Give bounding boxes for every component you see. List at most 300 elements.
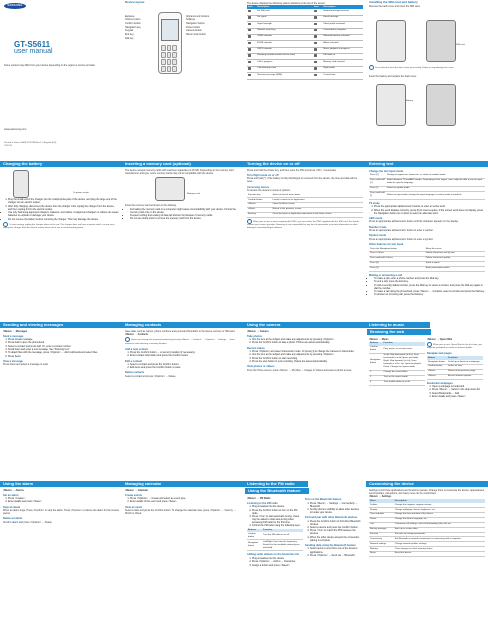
sim-step-2: Insert the battery and replace the back cover.	[369, 74, 417, 78]
list-item: 4. When the other device accepts the connection, pairing is complete.	[310, 536, 361, 542]
table-cell: No signal	[256, 15, 313, 21]
table-cell: Scroll up or down on a webpage.	[447, 360, 483, 364]
table-cell: Signal strength	[256, 22, 313, 28]
table-cell: Confirm button	[247, 532, 262, 539]
list-item: 1. Select a contact and press the Confirm button.	[130, 363, 241, 366]
col-header: Buttons	[369, 342, 383, 346]
callout: Confirm button	[125, 21, 141, 25]
table-cell: Flight mode	[322, 66, 363, 72]
table-cell: Confirm button	[369, 346, 383, 353]
table-cell: Silent profile activated	[322, 22, 363, 28]
table-cell: Set Bluetooth or network connections to connecting with a computer.	[394, 537, 485, 542]
status-icon	[248, 35, 251, 38]
calendar-heading: Managing calendar	[122, 481, 244, 487]
abc-text: Press an appropriate alphanumeric button until the character appears on the display.	[369, 220, 459, 224]
table-row	[247, 73, 363, 79]
table-cell: Select or launch menu items	[272, 193, 363, 197]
status-icon	[314, 48, 317, 51]
status-icon	[314, 67, 317, 70]
battery-label: Battery	[406, 100, 413, 102]
table-row	[247, 212, 363, 217]
messages-path: <Menu> → Messages	[3, 329, 28, 333]
col-header: Function	[383, 342, 425, 346]
send-subheading: Send a message	[3, 334, 24, 338]
messages-panel	[0, 322, 122, 480]
list-item: 1. Plug the small end of the charger into the multipurpose jack of the device, and plug the large end of the charger into an electric socket.	[8, 198, 119, 204]
status-icon	[248, 29, 251, 32]
table-cell: Press the Navigation button	[369, 247, 425, 251]
list-item: 4. Control the FM radio using the following keys:	[252, 524, 303, 527]
music-table	[369, 342, 425, 386]
table-cell: Close the menu or application and return to the home screen	[272, 212, 363, 217]
callout: Softkeys	[186, 18, 196, 22]
table-cell: Press <Clear>	[369, 252, 425, 257]
table-cell: Return to the previous screen.	[272, 207, 363, 212]
table-cell: Change network profiles settings.	[394, 542, 485, 547]
table-cell: Change the time and date of the device.	[394, 513, 485, 518]
alarm-heading: Using the alarm	[0, 481, 122, 487]
table-cell: Left/Right: Fine-tune the frequency; Search for the available station (press and hold).	[262, 540, 303, 551]
view-text: Press Inbox and select a message to read.	[3, 363, 49, 367]
turning-text: Press and hold the Power key, and then enter the PIN and press <OK>, if necessary.	[247, 168, 337, 172]
symbol-text: Press an appropriate alphanumeric button to enter a symbol.	[369, 237, 434, 241]
list-item: 3. Press <Yes> to start automatic tuning. Users may be asked to start auto-tuning when accessing FM radio for the first time.	[252, 515, 303, 524]
settings-table	[369, 499, 485, 557]
table-cell: Time and date	[369, 513, 394, 518]
table-cell: Network settings	[369, 542, 394, 547]
table-cell: Confirm button	[427, 364, 447, 369]
table-cell: Press [1]	[369, 266, 425, 271]
settings-path: <Menu> → Settings	[369, 495, 392, 499]
table-cell: Call diverting active	[256, 66, 313, 72]
table-row	[369, 178, 485, 186]
nav-subheading: Navigate web pages	[427, 352, 452, 356]
table-cell: Navigation button	[369, 353, 383, 370]
table-cell: Call	[369, 522, 394, 527]
table-cell: Security	[369, 532, 394, 537]
table-cell: Change the ringtone, ringtone volume.	[394, 503, 485, 507]
calendar-view-text: Select a date and press the Confirm button. To change the calendar view, press <Options> → View by → Month or Week.	[125, 509, 236, 516]
menus-subheading: Accessing menus	[247, 185, 270, 189]
sim-install-panel	[366, 0, 488, 160]
table-cell: Press and hold <Clear>	[369, 256, 425, 261]
callout: Dial key	[125, 36, 134, 40]
table-cell: EDGE network	[256, 41, 313, 47]
modes-table	[369, 174, 485, 200]
table-cell: New text message (SMS)	[256, 73, 313, 79]
table-row	[369, 380, 425, 385]
list-item: 1. Press <Options> → Create and select an event type.	[130, 497, 241, 500]
list-item: 1. Press <Create>.	[8, 497, 119, 500]
music-heading: Listening to music	[366, 322, 430, 328]
list-item: 2. After fully charging, disconnect the device from the charger. First unplug the charger from the device, and then unplug it from the electric socket.	[8, 205, 119, 211]
table-cell: Reset	[369, 552, 394, 557]
number-subheading: Number mode	[369, 225, 387, 229]
status-icon	[314, 16, 317, 19]
settings-heading: Customising the device	[366, 481, 488, 487]
table-cell: Connected to computer	[322, 28, 363, 34]
delete-subheading: Delete contacts	[125, 371, 145, 375]
table-cell: <Back>	[247, 207, 272, 212]
indicators-intro: The device displays the following status indicators at the top of the screen:	[247, 1, 326, 5]
table-cell: Turn on the repeat mode.	[383, 375, 425, 380]
table-cell: Press and hold [*]	[370, 192, 385, 198]
callout: Volume button	[125, 18, 141, 22]
table-cell: Delete characters quickly.	[425, 256, 485, 261]
video-subheading: Record videos	[247, 346, 265, 350]
table-cell: Bluetooth feature activated	[322, 34, 363, 40]
contacts-text: Save data, such as names, phone numbers and personal information to the device memory or SIM card.	[125, 329, 236, 333]
flight-subheading: Turn flight mode on or off	[247, 173, 279, 177]
list-item: • To make a call using the phonebook, press <Menu> → Contacts, select a contact and press the Dial key.	[374, 290, 485, 293]
list-item: 2. Press <Options> → Add to → Favourites.	[252, 560, 303, 563]
list-item: 1. Plug a headset into the device.	[252, 505, 303, 508]
status-icon	[314, 23, 317, 26]
status-icon	[248, 74, 251, 77]
table-cell: End key	[247, 212, 272, 217]
table-cell: GPRS network	[256, 34, 313, 40]
col-header: Icon	[313, 5, 322, 9]
table-cell: Set locks to change passwords.	[394, 532, 485, 537]
memory-card-label: Memory card	[187, 193, 200, 196]
contacts-panel	[122, 322, 244, 480]
list-item: • To end a call, press the End key.	[374, 280, 485, 283]
col-header: Function	[262, 529, 303, 533]
indicator-icon	[247, 73, 256, 79]
contacts-path: <Menu> → Contacts	[125, 333, 148, 337]
table-cell: Clear memory or check memory status.	[394, 547, 485, 552]
bookmark-subheading: Bookmark webpages	[427, 381, 453, 385]
table-cell: Customise call settings, auto call forwarding, fake call, etc.	[394, 522, 485, 527]
list-item: • Frequent writing and erasing of data will shorten the lifespan of memory cards.	[130, 214, 241, 217]
table-cell: Open the Menu screen	[272, 203, 363, 208]
listen-subheading: Listening to the FM radio	[247, 501, 278, 505]
col-header: Description	[256, 5, 313, 9]
radio-add-subheading: Adding radio stations to the favourites list	[247, 553, 300, 557]
table-cell: Play, pause, or resume music.	[383, 346, 425, 353]
table-cell: Return to the previous page.	[447, 369, 483, 374]
memory-card-panel	[122, 161, 244, 321]
list-item: 6. Press Send.	[8, 355, 119, 358]
cover-model: GT-S5611	[14, 40, 51, 49]
callout: Camera button	[186, 29, 202, 33]
call-subheading: Making or answering a call	[369, 273, 403, 277]
callout: Earpiece	[125, 14, 135, 18]
col-header: Menu	[369, 499, 394, 503]
table-row	[369, 346, 425, 353]
col-header: Function	[447, 356, 483, 360]
list-item: • To answer an incoming call, press the Dial key.	[374, 293, 485, 296]
web-heading: Browsing the web	[367, 329, 431, 335]
list-item: 1. Press the Confirm button to find other Bluetooth devices.	[310, 520, 361, 526]
list-item: 2. Aim the lens at the subject and make any adjustments by pressing <Options>.	[252, 353, 363, 356]
camera-heading: Using the camera	[244, 322, 366, 328]
callout: Power button	[186, 25, 201, 29]
table-cell: Change wallpaper, theme, brightness, etc.	[394, 508, 485, 513]
entering-heading: Entering text	[366, 161, 488, 167]
col-header: Buttons	[247, 529, 262, 533]
sim-note: Do not bend or twist the back cover excessively. Doing so may damage the cover.	[369, 65, 483, 70]
status-icon	[314, 35, 317, 38]
cover-panel	[0, 0, 122, 160]
settings-panel	[366, 481, 488, 640]
table-cell: Phone	[369, 517, 394, 522]
alarm-delete-text: Scroll to alarm and press <Options> → Delete.	[3, 521, 53, 525]
other-table	[369, 247, 485, 271]
table-row	[369, 191, 485, 199]
keys-table	[247, 193, 363, 217]
cover-subtitle: user manual	[14, 48, 53, 55]
web-path: <Menu> → Opera Mini	[427, 337, 453, 341]
table-cell: Backup manager	[369, 527, 394, 532]
indicator-icon	[313, 73, 322, 79]
set-subheading: Set an alarm	[3, 493, 19, 497]
list-item: 4. Enter details and press <Save>.	[432, 395, 483, 398]
memory-text: The device accepts memory cards with maximum capacities of 16 GB. Depending on the memory card manufacturer and type, some memory cards may not be compatible with the device.	[125, 168, 234, 175]
table-cell: Confirm button	[247, 198, 272, 203]
device-layout-heading: Device layout	[125, 0, 145, 4]
table-row	[369, 552, 485, 557]
messages-heading: Sending and viewing messages	[0, 322, 122, 328]
list-item: 2. Select a device and press the Confirm button.	[310, 526, 361, 529]
table-cell: Select an item.	[447, 364, 483, 369]
table-cell: Press [0]	[369, 261, 425, 266]
add-subheading: Add a new contact	[125, 347, 148, 351]
memory-card-illustration	[125, 175, 241, 203]
table-cell: UMTS network	[256, 47, 313, 53]
table-row	[247, 532, 303, 539]
callout: Silent mode button	[186, 33, 206, 37]
edit-subheading: Edit a contact	[125, 359, 143, 363]
alarm-path: <Menu> → Alarms	[3, 488, 24, 492]
table-cell: Back up or restore data.	[394, 527, 485, 532]
list-item: 2. Enter contact information and press the Confirm button.	[130, 354, 241, 357]
table-cell: Scroll: Skip backwards (in list); Scan backwards in a file (press and hold). Right: Skip forwards (in list); Scan forwards in a file. Up: Open the playlist. Down: Change the repeat mode.	[383, 353, 425, 370]
table-cell: Change the sound effect.	[383, 370, 425, 375]
col-header: Icon	[247, 5, 256, 9]
status-icon	[248, 61, 251, 64]
table-cell: Navigation button	[247, 540, 262, 551]
table-cell: Change to uppercase, lowercase, or switch to number mode.	[386, 174, 485, 178]
list-item: • Do not use sharp tools to remove the memory card from the device.	[130, 217, 241, 220]
turning-on-panel	[244, 161, 366, 321]
status-icon	[248, 54, 251, 57]
status-icon	[248, 67, 251, 70]
status-icon	[248, 23, 251, 26]
status-icon	[314, 10, 317, 13]
web-note: When you access Opera Mini for the first time, you might be prompted to create an internet profile.	[427, 342, 483, 350]
table-cell: Roaming (outside normal service area)	[256, 54, 313, 60]
status-icon	[314, 74, 317, 77]
charging-panel	[0, 161, 122, 321]
settings-text: Settings control how applications and functions operate. Change them to customise the device. Appearances, sound profiles, call actions, and many more can be customised.	[369, 488, 485, 495]
table-cell: Email message	[322, 15, 363, 21]
flight-text: Press and hold [*]. If the battery is fully discharged or removed from the device, the time and date will be reset.	[247, 177, 358, 184]
list-item: 1. Press <Menu> → Settings → Connectivity → Bluetooth.	[310, 502, 361, 508]
menus-intro: To access the device's menus or options,	[247, 189, 291, 193]
battery-illustration	[376, 84, 406, 126]
table-cell: Reset the device.	[394, 552, 485, 557]
symbol-subheading: Symbol mode	[369, 234, 387, 238]
table-cell: <Menu>	[427, 374, 447, 379]
calendar-path: <Menu> → Calendar	[125, 488, 148, 492]
phone-screen	[161, 19, 179, 41]
status-icon	[248, 10, 251, 13]
callout: End key	[125, 33, 134, 37]
sim-card-label: SIM card	[456, 44, 465, 46]
bluetooth-heading: Using the Bluetooth feature	[245, 488, 309, 494]
delete-text: Select a contact and press <Options> → Delete.	[125, 375, 177, 379]
charging-tip: To save energy, unplug the charger when not in use. The charger does not have a power switch, so you must unplug the charger from the electric socket when not in use to avoid wasting power.	[3, 222, 119, 230]
phone-keypad	[161, 45, 177, 72]
table-cell: Launch a menu or an application.	[272, 198, 363, 203]
table-cell: Insert a space.	[425, 261, 485, 266]
back-cover-illustration	[376, 20, 406, 62]
list-item: 1. Select items to send from one of the device's applications.	[310, 547, 361, 553]
radio-bluetooth-panel	[244, 481, 366, 640]
table-cell: Current time	[322, 73, 363, 79]
phone-illustration	[158, 12, 182, 74]
list-item: 1. Press the Confirm button → a memory location (if necessary).	[130, 351, 241, 354]
table-cell: Press [*]	[369, 186, 386, 191]
table-cell: Profiles	[369, 503, 394, 507]
warning-icon	[369, 65, 374, 70]
charger-illustration	[3, 168, 119, 198]
list-item: 3. Select Bookmarks → Add.	[432, 392, 483, 395]
view-subheading: View a message	[3, 359, 23, 363]
list-item: 3. Assign a button and press <Select>.	[252, 564, 303, 567]
list-item: 1. Press the appropriate alphanumeric buttons to enter an entire word.	[374, 205, 485, 208]
list-item: 2. Press the Confirm button to take a photo. Photos are saved automatically.	[252, 341, 363, 344]
list-item: 1. Aim the lens at the subject and make any adjustments by pressing <Options>.	[252, 338, 363, 341]
status-icon	[248, 48, 251, 51]
callouts-left	[125, 14, 157, 40]
table-cell: Alarm activated	[322, 41, 363, 47]
list-item: 4. Press the stop button to end recording. Videos are saved automatically.	[252, 360, 363, 363]
device-layout-panel	[122, 0, 244, 160]
table-cell: <Menu>	[247, 203, 272, 208]
table-row	[369, 353, 425, 370]
radio-path: <Menu> → FM Radio	[247, 496, 271, 500]
alarm-delete-subheading: Delete an alarm	[3, 517, 23, 521]
callout: Navigation key	[125, 25, 141, 29]
table-cell: Switch to symbol mode	[386, 186, 485, 191]
list-item: • Use only Samsung-approved chargers, batteries, and cables. Unapproved chargers or cables can cause batteries to explode or damage your device.	[8, 211, 119, 217]
entering-text-panel	[366, 161, 488, 321]
table-row	[369, 266, 485, 271]
status-icon	[314, 29, 317, 32]
list-item: 1. Press <Options> and select Camcorder mode. Or press [1] to change the Camera to Camcorder.	[252, 350, 363, 353]
radio-heading: Listening to the FM radio	[244, 481, 308, 487]
list-item: 2. Set My phone's visibility to allow other devices to locate your device.	[310, 508, 361, 514]
list-item: 5. To attach files with the message, press <Options> → Add multimedia and select files.	[8, 351, 119, 354]
callout: Alphanumeric buttons	[186, 14, 210, 18]
table-cell: Normal message received	[322, 9, 363, 15]
cover-url: www.samsung.com	[4, 128, 27, 131]
table-cell: Change the device language, etc.	[394, 517, 485, 522]
list-item: • To call a recently dialled number, press the Dial key to select a number, and press the Dial key again to dial the number.	[374, 284, 485, 290]
table-cell: Call in progress	[256, 60, 313, 66]
status-icon	[314, 54, 317, 57]
sim-slot-illustration	[426, 20, 456, 62]
table-cell: No SIM card	[256, 9, 313, 15]
alarm-panel	[0, 481, 122, 640]
cover-footer: Printed in Korea GH68-XXXXXA Rev.1.0 English (EU). 10/2010	[4, 142, 57, 147]
callouts-right	[186, 14, 240, 37]
table-cell: Navigation button	[427, 360, 447, 364]
camera-view-text: From the Home screen, press <Menu> → My Files → Images or Videos and select a photo to view.	[247, 368, 352, 372]
cover-replace-illustration	[426, 84, 456, 126]
contacts-heading: Managing contacts	[122, 322, 244, 328]
list-item: 2. Enter details of the event and press <Save>.	[130, 500, 241, 503]
list-item: • Formatting the memory card on a computer might cause incompatibility with your device. Format the memory card only on the device.	[130, 208, 241, 214]
table-row	[427, 374, 483, 379]
t9-subheading: T9 mode	[369, 201, 380, 205]
table-cell: 3	[369, 380, 383, 385]
create-subheading: Create events	[125, 493, 143, 497]
col-header: Description	[322, 5, 363, 9]
list-item: • Do not remove the battery before removing the charger. This may damage the device.	[8, 218, 119, 221]
power-socket-label: To power socket	[73, 192, 89, 194]
other-subheading: Other features for text input	[369, 243, 404, 247]
table-row	[247, 540, 303, 551]
samsung-logo: SAMSUNG	[4, 3, 26, 9]
abc-subheading: ABC mode	[369, 216, 383, 220]
bt-on-subheading: Turn on the Bluetooth feature	[305, 498, 342, 502]
camera-panel	[244, 322, 366, 480]
list-item: 1. Press Create message.	[8, 338, 119, 341]
table-cell: Memory	[369, 547, 394, 552]
number-text: Press an appropriate alphanumeric button to enter a number.	[369, 229, 434, 233]
table-cell: <Back>	[427, 369, 447, 374]
contacts-note: Users can change the memory location by pressing <Menu> → Contacts → <Options> → Settings → Save contact to and selecting a memory location.	[125, 337, 241, 345]
cover-lead: Some content may differ from your device depending on the region or service provider.	[4, 64, 96, 67]
memory-caption: Insert the memory card as shown in the drawing.	[125, 203, 177, 207]
pin-note: When you access a menu requiring the PIN2, you must enter the PIN2 supplied with the SIM card. For details, contact your service provider. Samsung is not responsible for any loss of passwords or private information or other damages caused by illegal software.	[247, 219, 363, 230]
status-icon	[248, 16, 251, 19]
sim-heading: Installing the SIM card and battery	[369, 0, 418, 4]
table-cell: Select an input mode, change the input language, or select words in word list.	[386, 191, 485, 199]
table-cell: Access browser options.	[447, 374, 483, 379]
turning-heading: Turning the device on or off	[244, 161, 366, 167]
table-cell: Network searching	[256, 28, 313, 34]
table-cell: Enter punctuation marks.	[425, 266, 485, 271]
calendar-view-subheading: View an event	[125, 505, 143, 509]
status-icon	[314, 42, 317, 45]
list-item: 2. Press the Confirm button to turn on the FM radio.	[252, 509, 303, 515]
table-cell: Function key	[247, 193, 272, 197]
camera-view-subheading: View photos or videos	[247, 364, 275, 368]
callout: Keypad	[125, 29, 134, 33]
status-icon	[314, 61, 317, 64]
table-cell: Connectivity	[369, 537, 394, 542]
table-cell: Turn shuffle mode on or off.	[383, 380, 425, 385]
list-item: 3. Press <Yes> to match the PIN between the devices.	[310, 529, 361, 535]
table-cell: Delete characters one by one.	[425, 252, 485, 257]
list-item: 2. Press <Menu> → Select in the drop-down list.	[432, 388, 483, 391]
music-web-panel	[366, 322, 488, 480]
list-item: 2. Press Add to open the phonebook.	[8, 341, 119, 344]
list-item: 3. Press the Confirm button to start recording.	[252, 357, 363, 360]
list-item: 2. Press <Options> → Send via → Bluetooth.	[310, 554, 361, 557]
memory-heading: Inserting a memory card (optional)	[122, 161, 244, 167]
calendar-panel	[122, 481, 244, 640]
bt-send-subheading: Sending data using the Bluetooth feature	[305, 543, 356, 547]
table-cell: Display	[369, 508, 394, 513]
table-cell: Move the cursor.	[425, 247, 485, 251]
col-header: Description	[394, 499, 485, 503]
list-item: 2. Enter details and press <Save>.	[8, 500, 119, 503]
